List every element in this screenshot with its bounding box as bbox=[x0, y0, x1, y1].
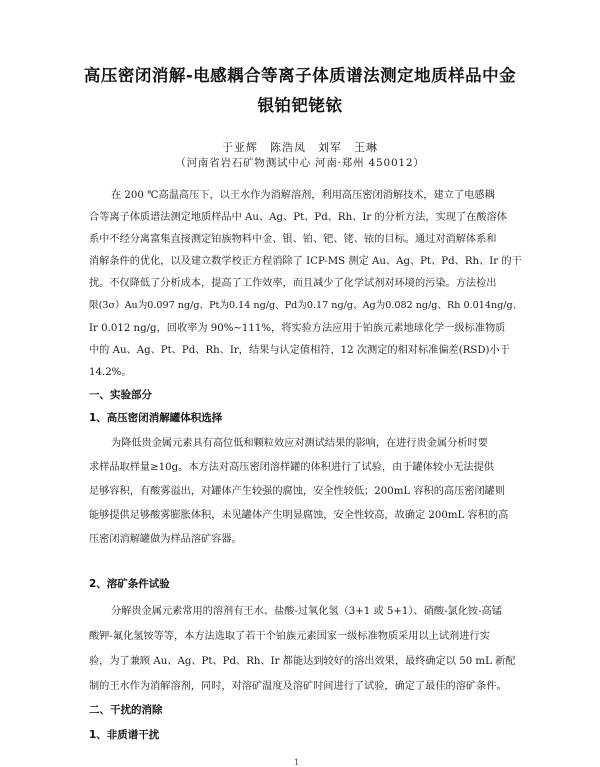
body-line: 分解贵金属元素常用的溶剂有王水、盐酸-过氧化氢（3+1 或 5+1）、硝酸-氯化铵-高锰 bbox=[111, 606, 502, 617]
abstract-line: 扰。不仅降低了分析成本，提高了工作效率，而且减少了化学试剂对环境的污染。方法检出 bbox=[89, 278, 497, 289]
abstract-line: 中的 Au、Ag、Pt、Pd、Rh、Ir，结果与认定值相符，12 次测定的相对标准偏差(RSD)小于 bbox=[89, 345, 510, 356]
page-number: 1 bbox=[294, 758, 300, 767]
abstract-line: 限(3σ）Au为0.097 ng/g、Pt为0.14 ng/g、Pd为0.17 ng/g、Ag为0.082 ng/g、Rh 0.014ng/g、 bbox=[89, 300, 523, 311]
body-line: 酸钾-氟化氢铵等等，本方法选取了若干个铂族元素国家一级标准物质采用以上试剂进行实 bbox=[89, 631, 490, 642]
abstract-line: Ir 0.012 ng/g，回收率为 90%~111%，将实验方法应用于铂族元素地球化学一级标准物质 bbox=[89, 323, 506, 334]
abstract-line: 消解条件的优化，以及建立数学校正方程消除了 ICP-MS 测定 Au、Ag、Pt、Pd、Rh、Ir 的干 bbox=[89, 256, 522, 267]
abstract-line: 系中不经分离富集直接测定铂族物料中金、银、铂、钯、铑、铱的目标。通过对消解体系和 bbox=[89, 234, 497, 245]
abstract-line: 14.2%。 bbox=[89, 367, 132, 378]
subsection-heading: 1、非质谱干扰 bbox=[89, 729, 160, 741]
author-affiliation: （河南省岩石矿物测试中心 河南·郑州 450012） bbox=[175, 157, 425, 169]
paper-title-line-2: 银铂钯铑铱 bbox=[257, 96, 343, 115]
section-heading: 一、实验部分 bbox=[89, 389, 152, 401]
subsection-heading: 1、高压密闭消解罐体积选择 bbox=[89, 412, 223, 424]
author-list: 于亚辉 陈浩凤 刘军 王琳 bbox=[222, 141, 378, 154]
abstract-line: 在 200 ℃高温高压下，以王水作为消解溶剂，利用高压密闭消解技术，建立了电感耦 bbox=[111, 190, 495, 201]
abstract-line: 合等离子体质谱法测定地质样品中 Au、Ag、Pt、Pd、Rh、Ir 的分析方法，实现了在酸溶体 bbox=[89, 212, 507, 223]
body-line: 为降低贵金属元素具有高位低和颗粒效应对测试结果的影响，在进行贵金属分析时要 bbox=[111, 438, 488, 449]
body-line: 足够容积，有酸雾溢出，对罐体产生较强的腐蚀，安全性较低；200mL 容积的高压密闭罐则 bbox=[89, 486, 506, 497]
body-line: 求样品取样量≥10g。本方法对高压密闭溶样罐的体积进行了试验，由于罐体较小无法提供 bbox=[89, 462, 494, 473]
body-line: 压密闭消解罐做为样品溶矿容器。 bbox=[89, 534, 242, 545]
body-line: 制的王水作为消解溶剂，同时，对溶矿温度及溶矿时间进行了试验，确定了最佳的溶矿条件。 bbox=[89, 681, 507, 692]
section-heading: 二、干扰的消除 bbox=[89, 704, 163, 716]
subsection-heading: 2、溶矿条件试验 bbox=[89, 578, 170, 590]
body-line: 验，为了兼顾 Au、Ag、Pt、Pd、Rh、Ir 都能达到较好的溶出效果，最终确定以 50 mL 新配 bbox=[89, 656, 516, 667]
body-line: 能够提供足够酸雾膨胀体积，未见罐体产生明显腐蚀，安全性较高，故确定 200mL 容积的高 bbox=[89, 510, 509, 521]
paper-title-line-1: 高压密闭消解-电感耦合等离子体质谱法测定地质样品中金 bbox=[83, 66, 517, 85]
